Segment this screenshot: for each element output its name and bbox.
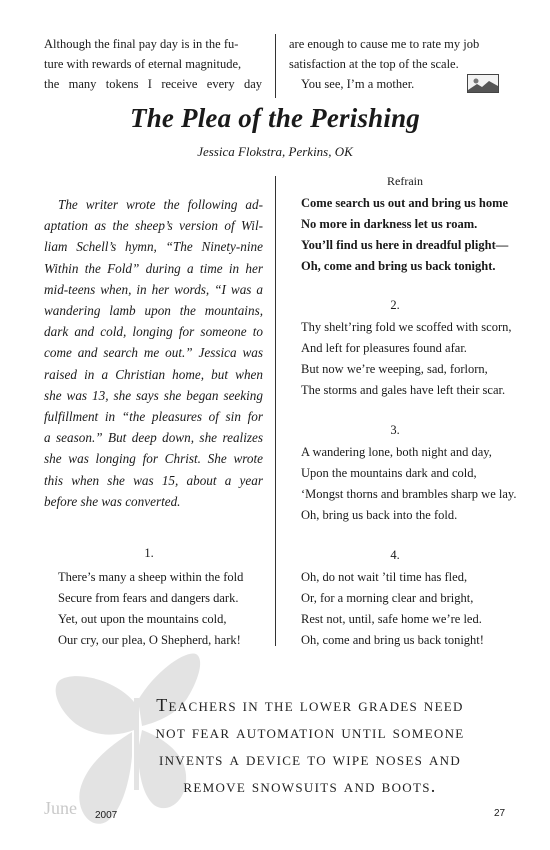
- footer-year: 2007: [95, 810, 118, 821]
- footer-month: June: [44, 798, 77, 818]
- text-line: before she was converted.: [44, 493, 181, 509]
- text-line: raised in a Christian home, but when: [44, 366, 263, 382]
- text-line: liam Schell’s hymn, “The Ninety-nine: [44, 239, 263, 255]
- verse-stanza: [58, 567, 243, 651]
- refrain-stanza: [301, 193, 508, 277]
- text-line: are enough to cause me to rate my job: [289, 37, 480, 51]
- verse-line: Secure from fears and dangers dark.: [58, 591, 239, 605]
- text-line: she was 13, she says she began seeking: [44, 387, 263, 403]
- text-line: satisfaction at the top of the scale.: [289, 57, 459, 71]
- verse-number: 3.: [390, 423, 400, 437]
- verse-line: No more in darkness let us roam.: [301, 217, 478, 231]
- article-title: The Plea of the Perishing: [130, 103, 420, 133]
- verse-line: Upon the mountains dark and cold,: [301, 466, 477, 480]
- verse-line: Yet, out upon the mountains cold,: [58, 612, 227, 626]
- text-line: she was longing for Christ. She wrote: [44, 451, 263, 467]
- text-line: come and search me out.” Jessica was: [44, 345, 263, 361]
- text-line: dark and cold, longing for someone to: [44, 324, 263, 340]
- text-line: Although the final pay day is in the fu-: [44, 37, 239, 51]
- verse-line: You’ll find us here in dreadful plight—: [301, 238, 509, 252]
- verse-number: 1.: [144, 546, 154, 560]
- filler-quote: [120, 692, 500, 800]
- continued-text-left: [44, 34, 262, 94]
- quote-line: Teachers in the lower grades need: [156, 695, 464, 715]
- column-divider: [275, 176, 276, 646]
- verse-line: But now we’re weeping, sad, forlorn,: [301, 362, 488, 376]
- verse-line: Oh, come and bring us back tonight.: [301, 259, 496, 273]
- verse-line: Oh, bring us back into the fold.: [301, 508, 458, 522]
- text-line: a season.” But deep down, she realizes: [44, 430, 263, 446]
- verse-line: And left for pleasures found afar.: [301, 341, 467, 355]
- author-byline: Jessica Flokstra, Perkins, OK: [197, 144, 353, 159]
- intro-paragraph: [44, 194, 263, 512]
- text-line: ture with rewards of eternal magnitude,: [44, 57, 242, 71]
- text-line: You see, I’m a mother.: [301, 77, 415, 91]
- text-line: Within the Fold” during a time in her: [44, 260, 263, 276]
- verse-stanza: [301, 317, 512, 401]
- quote-line: invents a device to wipe noses and: [158, 749, 462, 769]
- refrain-label: Refrain: [387, 174, 423, 188]
- verse-line: Our cry, our plea, O Shepherd, hark!: [58, 633, 241, 647]
- landscape-end-mark-icon: [467, 74, 499, 93]
- verse-line: Thy shelt’ring fold we scoffed with scorn,: [301, 320, 512, 334]
- text-line: mid-teens when, in her words, “I was a: [44, 281, 263, 297]
- verse-number: 2.: [390, 298, 400, 312]
- verse-line: Oh, do not wait ’til time has fled,: [301, 570, 468, 584]
- text-line: fulfillment in “the pleasures of sin for: [44, 409, 263, 425]
- verse-line: Come search us out and bring us home: [301, 196, 509, 210]
- verse-line: The storms and gales have left their scar.: [301, 383, 506, 397]
- verse-line: Or, for a morning clear and bright,: [301, 591, 474, 605]
- text-line: aptation as the sheep’s version of Wil-: [44, 218, 263, 234]
- column-divider-top: [275, 34, 276, 98]
- quote-line: not fear automation until someone: [155, 722, 465, 742]
- verse-line: Oh, come and bring us back tonight!: [301, 633, 484, 647]
- verse-stanza: [301, 442, 516, 526]
- page-number: 27: [494, 808, 506, 819]
- text-line: this when she was 15, about a year: [44, 472, 263, 488]
- text-line: the many tokens I receive every day: [44, 77, 262, 91]
- verse-number: 4.: [390, 548, 400, 562]
- verse-line: Rest not, until, safe home we’re led.: [301, 612, 482, 626]
- verse-stanza: [301, 567, 484, 651]
- quote-line: remove snowsuits and boots.: [183, 776, 437, 796]
- verse-line: A wandering lone, both night and day,: [301, 445, 492, 459]
- verse-line: There’s many a sheep within the fold: [58, 570, 244, 584]
- text-line: wandering lamb upon the mountains,: [44, 303, 263, 319]
- text-line: The writer wrote the following ad-: [58, 197, 263, 212]
- verse-line: ‘Mongst thorns and brambles sharp we lay.: [301, 487, 517, 501]
